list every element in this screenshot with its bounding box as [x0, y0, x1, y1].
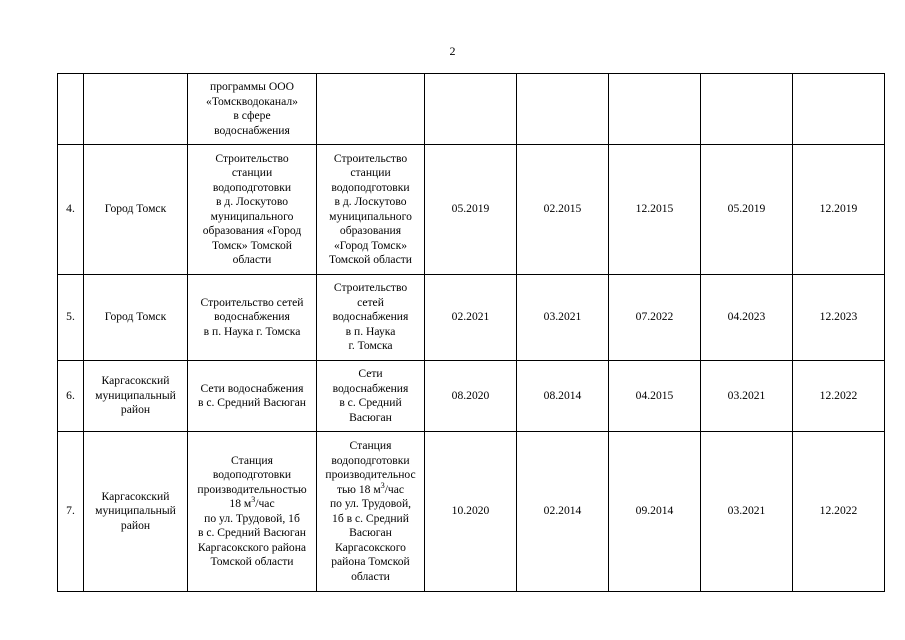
name-line: Каргасокского	[335, 540, 406, 554]
municipality-line: район	[120, 518, 151, 532]
date-cell: 10.2020	[425, 432, 517, 592]
object-line: области	[232, 253, 272, 266]
capacity-superscript: 3	[380, 480, 385, 490]
row-number-cell	[58, 74, 84, 145]
name-cell	[317, 432, 425, 592]
date-cell: 05.2019	[701, 145, 793, 275]
date-cell: 12.2022	[793, 361, 885, 432]
object-line: Каргасокского района	[197, 540, 307, 554]
object-cell	[188, 432, 317, 592]
object-line: Томской области	[210, 555, 294, 568]
name-line: области	[351, 569, 390, 583]
name-line: сетей	[357, 295, 384, 309]
date-cell: 12.2022	[793, 432, 885, 592]
object-line: программы ООО	[210, 80, 294, 93]
name-line: муниципального	[329, 209, 412, 223]
municipality-line: Каргасокский	[101, 489, 170, 503]
name-line: в с. Средний	[339, 396, 402, 409]
object-line: Станция	[231, 453, 273, 467]
name-line: 1б в с. Средний	[332, 511, 409, 525]
object-cell	[188, 275, 317, 361]
name-line: в п. Наука	[345, 324, 396, 338]
capacity-superscript: 3	[251, 495, 256, 505]
name-line: в д. Лоскутово	[334, 195, 407, 208]
object-line: муниципального	[210, 209, 294, 223]
object-line: «Томскводоканал»	[206, 94, 298, 108]
object-line: водоподготовки	[212, 180, 292, 194]
date-cell: 03.2021	[701, 432, 793, 592]
date-cell	[701, 74, 793, 145]
date-cell	[517, 74, 609, 145]
date-cell: 08.2020	[425, 361, 517, 432]
name-cell	[317, 275, 425, 361]
date-cell: 04.2023	[701, 275, 793, 361]
name-line: г. Томска	[348, 339, 393, 353]
date-cell: 09.2014	[609, 432, 701, 592]
name-line: Томской области	[329, 253, 412, 266]
municipality-cell	[84, 432, 188, 592]
table-row	[58, 275, 885, 361]
date-cell: 03.2021	[517, 275, 609, 361]
object-line: в п. Наука г. Томска	[203, 324, 301, 338]
object-line: водоподготовки	[212, 468, 292, 481]
date-cell	[609, 74, 701, 145]
object-line: Строительство сетей	[200, 295, 304, 309]
date-cell: 08.2014	[517, 361, 609, 432]
name-line: образования	[339, 224, 402, 237]
page-number: 2	[449, 44, 456, 58]
object-cell	[188, 361, 317, 432]
capacity-unit: /час	[384, 482, 405, 496]
table-row	[58, 74, 885, 145]
name-line: Строительство	[333, 281, 408, 295]
table-row	[58, 145, 885, 275]
name-cell	[317, 74, 425, 145]
name-line: района Томской	[331, 555, 410, 568]
object-line: Томск» Томской	[212, 238, 292, 252]
row-number-cell: 7.	[58, 432, 84, 592]
object-line: в с. Средний Васюган	[197, 396, 307, 409]
name-cell	[317, 361, 425, 432]
date-cell: 03.2021	[701, 361, 793, 432]
municipality-line: муниципальный	[95, 504, 176, 518]
date-cell: 02.2015	[517, 145, 609, 275]
object-line: водоснабжения	[214, 123, 290, 137]
capacity-text: тью 18 м	[336, 482, 381, 496]
name-line: водоснабжения	[332, 381, 409, 395]
date-cell: 02.2014	[517, 432, 609, 592]
name-line: «Город Томск»	[333, 238, 408, 252]
object-line: станции	[231, 166, 273, 179]
date-cell	[793, 74, 885, 145]
name-line: Васюган	[349, 526, 392, 539]
object-cell	[188, 74, 317, 145]
date-cell: 12.2023	[793, 275, 885, 361]
name-line: станции	[350, 166, 391, 179]
name-line: Васюган	[349, 410, 392, 424]
object-line: Сети водоснабжения	[200, 381, 304, 395]
table-row	[58, 432, 885, 592]
name-line: по ул. Трудовой,	[329, 497, 412, 510]
municipality-cell	[84, 361, 188, 432]
object-line: в с. Средний Васюган	[197, 526, 307, 539]
name-cell	[317, 145, 425, 275]
object-line: водоснабжения	[214, 310, 290, 324]
date-cell: 12.2019	[793, 145, 885, 275]
object-cell	[188, 145, 317, 275]
object-line: в сфере	[233, 109, 271, 122]
row-number-cell: 5.	[58, 275, 84, 361]
object-line: производительностью	[197, 482, 307, 496]
municipality-line: Каргасокский	[101, 374, 170, 388]
name-line: производительнос	[325, 468, 416, 481]
date-cell: 04.2015	[609, 361, 701, 432]
date-cell: 07.2022	[609, 275, 701, 361]
date-cell: 02.2021	[425, 275, 517, 361]
capacity-unit: /час	[255, 497, 275, 510]
municipality-line: муниципальный	[95, 388, 176, 402]
capacity-text: 18 м	[229, 497, 252, 510]
name-line: водоснабжения	[332, 310, 409, 324]
table-row	[58, 361, 885, 432]
object-line: образования «Город	[202, 224, 302, 237]
name-line: Сети	[358, 367, 383, 380]
municipality-cell	[84, 74, 188, 145]
municipality-cell: Город Томск	[84, 145, 188, 275]
object-capacity-line	[190, 497, 314, 512]
name-line: водоподготовки	[331, 453, 410, 467]
municipality-cell: Город Томск	[84, 275, 188, 361]
name-line: Станция	[349, 439, 392, 452]
object-line: в д. Лоскутово	[215, 195, 289, 208]
object-line: по ул. Трудовой, 1б	[204, 511, 300, 525]
date-cell: 12.2015	[609, 145, 701, 275]
name-line: водоподготовки	[331, 180, 410, 194]
row-number-cell: 4.	[58, 145, 84, 275]
municipality-line: район	[120, 403, 151, 417]
row-number-cell: 6.	[58, 361, 84, 432]
name-line: Строительство	[333, 151, 408, 165]
projects-table	[57, 73, 885, 592]
date-cell: 05.2019	[425, 145, 517, 275]
date-cell	[425, 74, 517, 145]
object-line: Строительство	[215, 151, 289, 165]
name-capacity-line	[319, 480, 422, 498]
